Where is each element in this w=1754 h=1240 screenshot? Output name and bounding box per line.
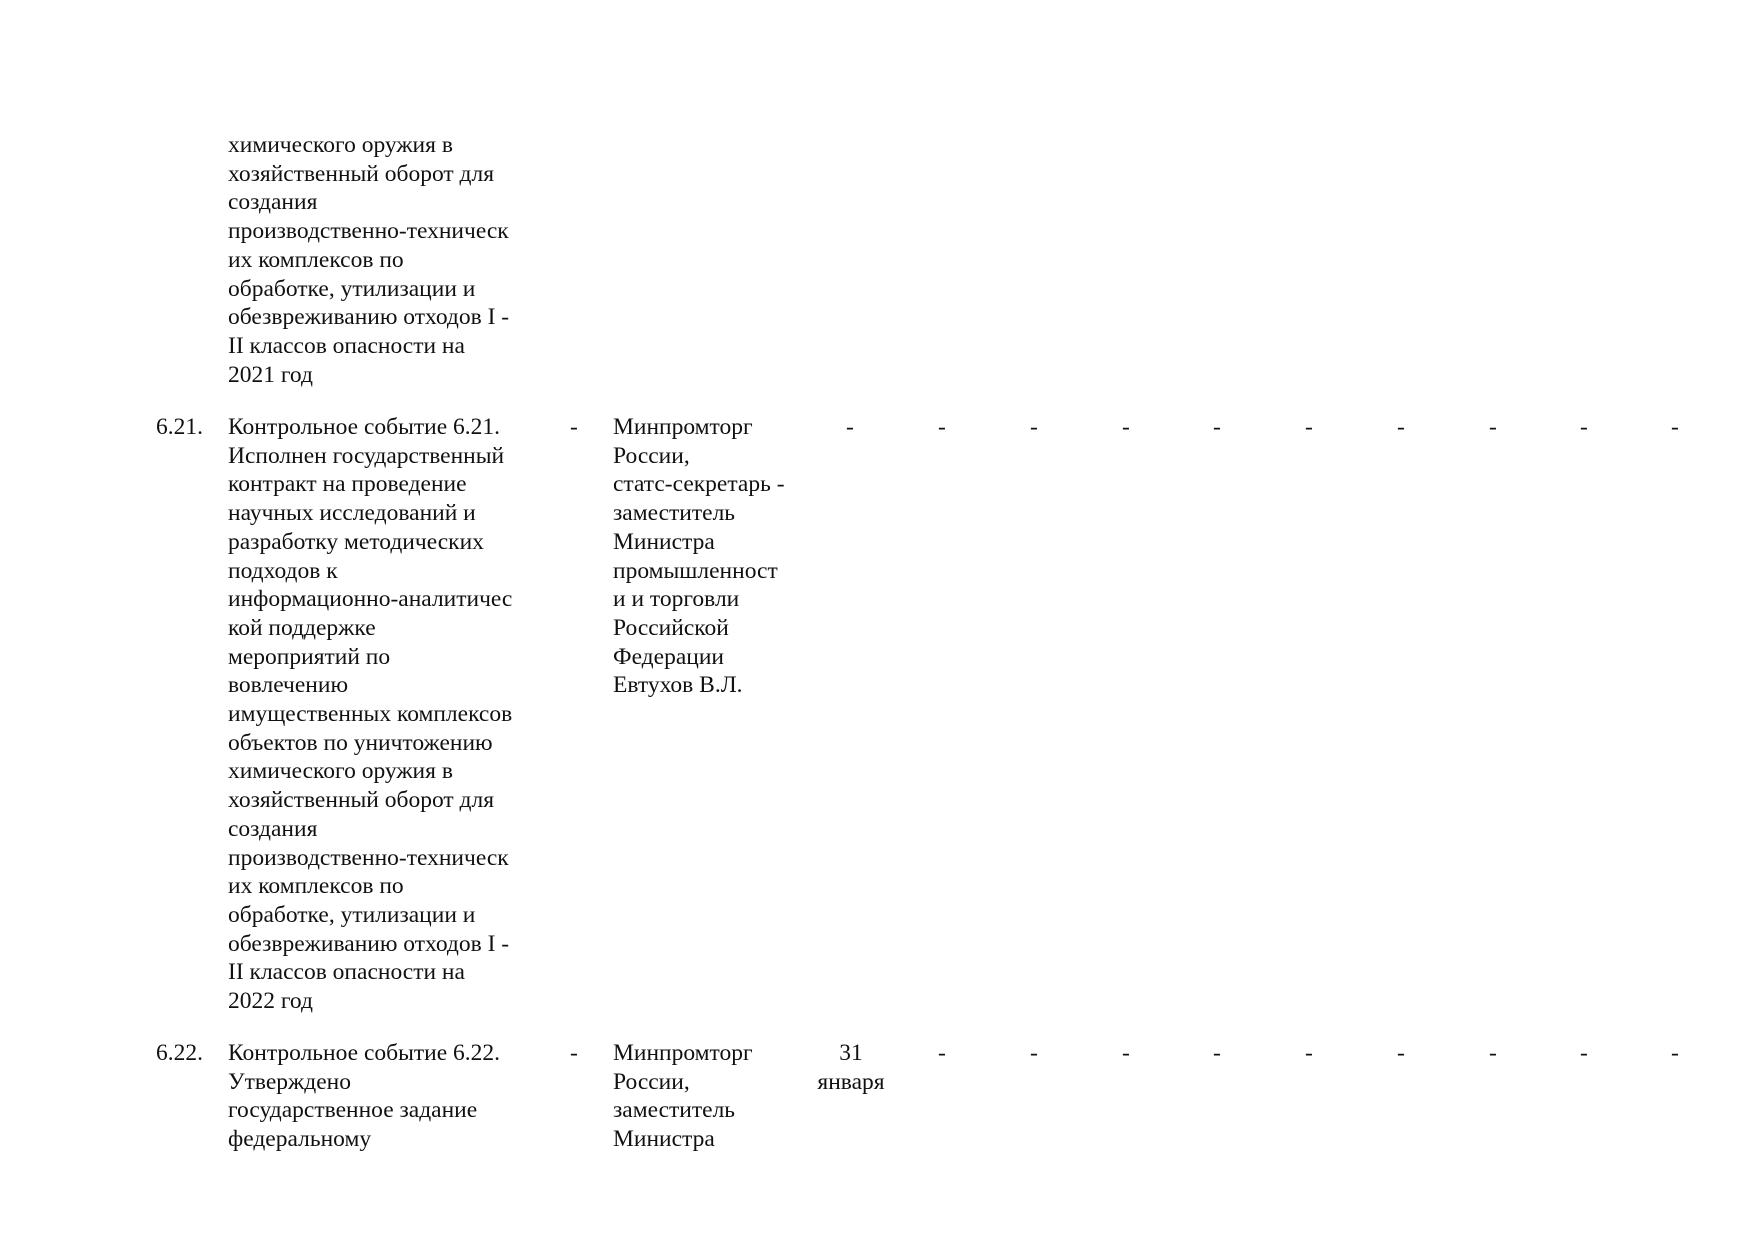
row-6-21-col-9: - <box>1671 414 1679 440</box>
row-6-22-col-4: - <box>1213 1040 1221 1066</box>
row-6-21-number: 6.21. <box>156 414 203 440</box>
row-6-21-responsible: Минпромторг России, статс-секретарь - заместитель Министра промышленност и и торговли Российской Федерации Евтухов В.Л. <box>613 414 785 699</box>
row-6-21-description: Контрольное событие 6.21. Исполнен государственный контракт на проведение научных исследований и разработку методических подходов к информационно-аналитичес кой поддержке мероприятий по вовлечению имущественных комплексов объектов по уничтожению химического оружия в хозяйственный оборот для создания производственно-техническ их комплексов по обработке, утилизации и обезвреживанию отходов I - II классов опасности на 2022 год <box>228 414 513 1015</box>
row-6-22-col-9: - <box>1671 1040 1679 1066</box>
row-6-22-col-8: - <box>1580 1040 1588 1066</box>
row-6-22-col-6: - <box>1397 1040 1405 1066</box>
row-6-21-col-3: - <box>1122 414 1130 440</box>
row-6-22-col-7: - <box>1489 1040 1497 1066</box>
row-6-21-date: - <box>846 414 854 440</box>
row-6-22-col-3: - <box>1122 1040 1130 1066</box>
row-6-22-col-1: - <box>938 1040 946 1066</box>
row-6-22-col-5: - <box>1305 1040 1313 1066</box>
row-6-21-col-1: - <box>938 414 946 440</box>
row-6-22-responsible: Минпромторг России, заместитель Министра <box>613 1040 753 1153</box>
row-6-21-col-7: - <box>1489 414 1497 440</box>
row-continuation-description: химического оружия в хозяйственный оборот для создания производственно-техническ их комплексов по обработке, утилизации и обезвреживанию отходов I - II классов опасности на 2021 год <box>228 132 510 388</box>
row-6-21-col-4: - <box>1213 414 1221 440</box>
row-6-21-col-8: - <box>1580 414 1588 440</box>
row-6-22-col3: - <box>570 1040 578 1066</box>
row-6-22-date: 31 января <box>817 1040 885 1095</box>
row-6-21-col-6: - <box>1397 414 1405 440</box>
row-6-21-col-2: - <box>1030 414 1038 440</box>
row-6-21-col-5: - <box>1305 414 1313 440</box>
row-6-22-number: 6.22. <box>156 1040 203 1066</box>
row-6-22-col-2: - <box>1030 1040 1038 1066</box>
row-6-21-col3: - <box>570 414 578 440</box>
row-6-22-description: Контрольное событие 6.22. Утверждено государственное задание федеральному <box>228 1040 501 1153</box>
